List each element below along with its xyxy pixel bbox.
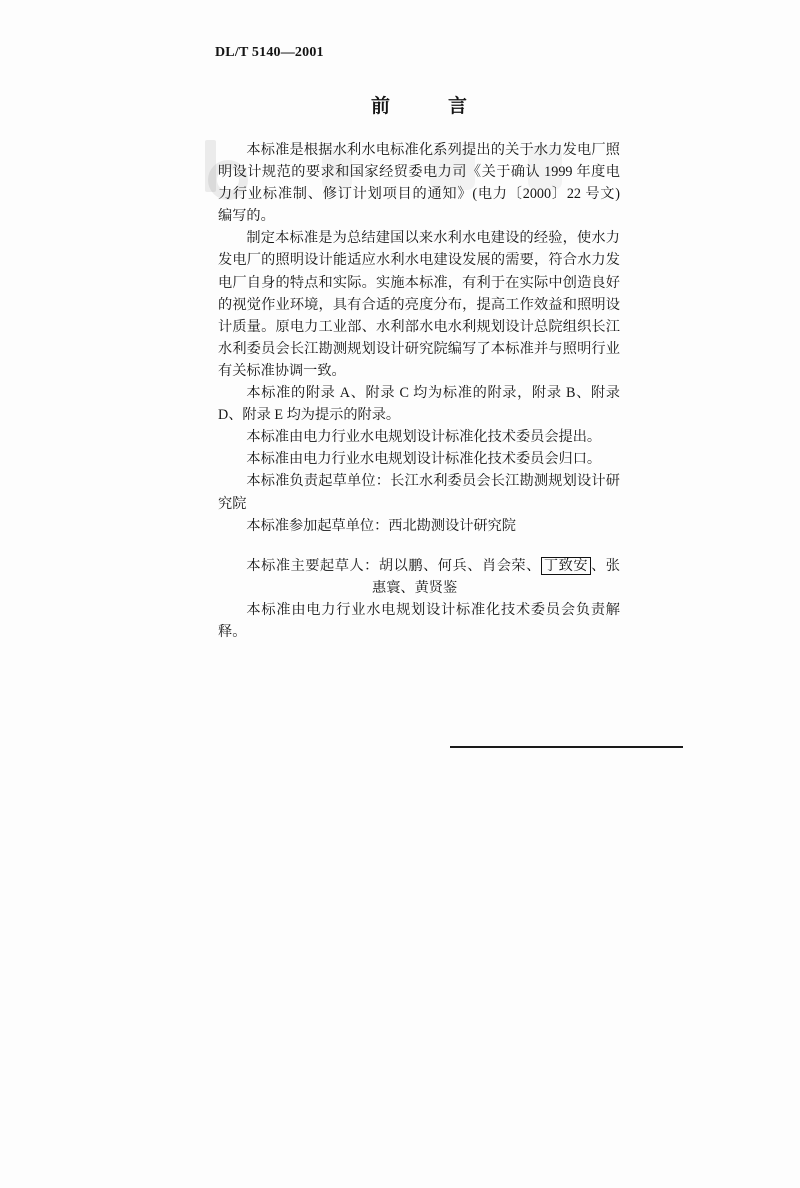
paragraph-line: 本标准是根据水利水电标准化系列提出的关于水力发电厂照 xyxy=(246,142,620,158)
paragraph-participating-unit xyxy=(218,515,620,537)
paragraph-line: 水利委员会长江勘测规划设计研究院编写了本标准并与照明行业 xyxy=(218,340,620,357)
paragraph-line: 的视觉作业环境，具有合适的亮度分布，提高工作效益和照明设 xyxy=(218,296,620,313)
paragraph-interpretation xyxy=(218,599,620,643)
drafters-prefix: 本标准主要起草人：胡以鹏、何兵、肖会荣、 xyxy=(246,557,541,574)
paragraph-appendices xyxy=(218,382,620,426)
preface-body xyxy=(218,139,620,643)
paragraph-line: 本标准由电力行业水电规划设计标准化技术委员会归口。 xyxy=(246,451,602,468)
paragraph-drafting-unit xyxy=(218,470,620,514)
drafters-continuation: 惠寰、黄贤鉴 xyxy=(372,579,458,596)
paragraph-line: 明设计规范的要求和国家经贸委电力司《关于确认 1999 年度电 xyxy=(218,164,620,181)
paragraph-line: 本标准参加起草单位：西北勘测设计研究院 xyxy=(246,517,516,534)
paragraph-line: 编写的。 xyxy=(218,208,275,225)
paragraph-line: 有关标准协调一致。 xyxy=(218,362,346,379)
paragraph-line: 本标准负责起草单位：长江水利委员会长江勘测规划设计研 xyxy=(246,473,620,490)
paragraph-line: 本标准由电力行业水电规划设计标准化技术委员会提出。 xyxy=(246,429,602,446)
drafters-suffix: 、张 xyxy=(591,557,620,574)
paragraph-line: 电厂自身的特点和实际。实施本标准，有利于在实际中创造良好 xyxy=(218,274,620,291)
paragraph-proposed-by xyxy=(218,426,620,448)
paragraph-line: 发电厂的照明设计能适应水利水电建设发展的需要，符合水力发 xyxy=(218,252,620,269)
paragraph-line: D、附录 E 均为提示的附录。 xyxy=(218,407,401,424)
watermark-stroke xyxy=(205,140,216,192)
paragraph-drafters xyxy=(218,555,620,599)
end-rule xyxy=(450,746,683,748)
paragraph-purpose xyxy=(218,227,620,382)
boxed-drafter-name: 丁致安 xyxy=(541,557,591,575)
title-char-1: 前 xyxy=(370,96,390,117)
paragraph-line: 释。 xyxy=(218,623,247,640)
paragraph-line: 究院 xyxy=(218,495,247,512)
paragraph-line: 力行业标准制、修订计划项目的通知》(电力〔2000〕22 号文) xyxy=(218,186,620,203)
drafters-line xyxy=(218,555,620,577)
paragraph-line: 计质量。原电力工业部、水利部水电水利规划设计总院组织长江 xyxy=(218,318,620,335)
document-code: DL/T 5140—2001 xyxy=(215,45,324,60)
page-title xyxy=(218,95,620,119)
paragraph-administered-by xyxy=(218,448,620,470)
paragraph-line: 制定本标准是为总结建国以来水利水电建设的经验，使水力 xyxy=(246,230,620,247)
title-char-2: 言 xyxy=(448,96,468,117)
paragraph-line: 本标准由电力行业水电规划设计标准化技术委员会负责解 xyxy=(246,601,620,618)
paragraph-line: 本标准的附录 A、附录 C 均为标准的附录，附录 B、附录 xyxy=(246,385,620,402)
paragraph-basis xyxy=(218,139,620,227)
